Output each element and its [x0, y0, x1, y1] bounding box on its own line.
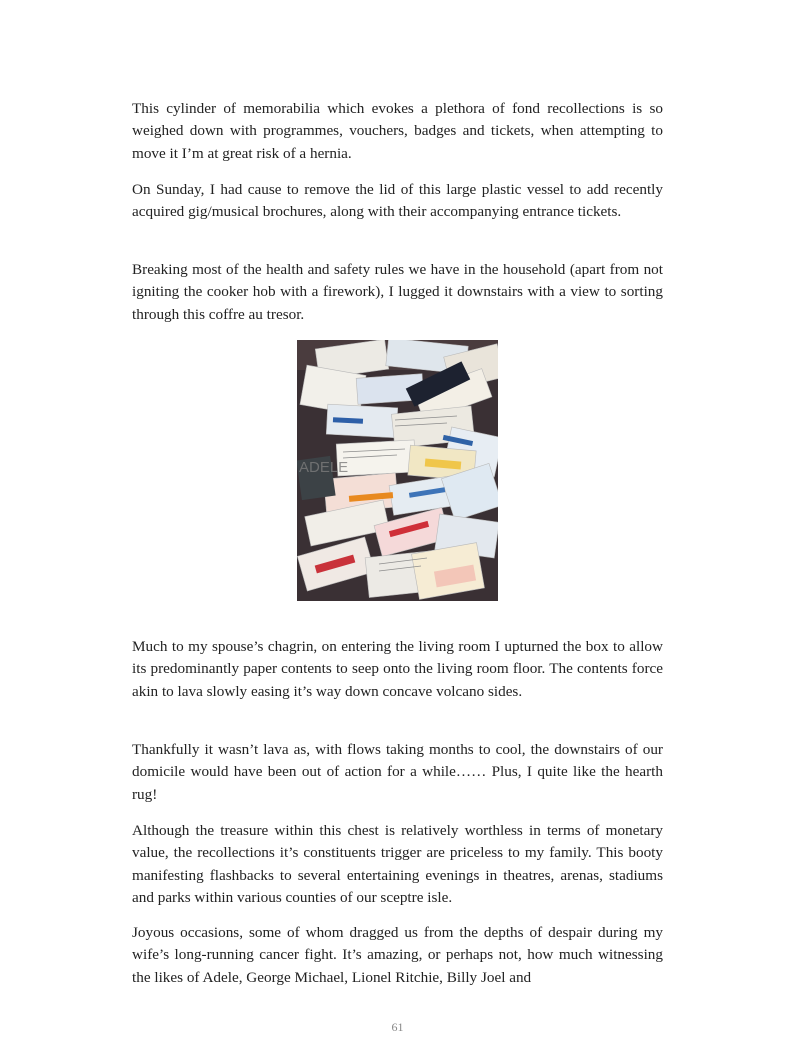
page-number: 61: [391, 1020, 404, 1034]
paragraph-5: Thankfully it wasn’t lava as, with flows taking months to cool, the downstairs of our domicile would have been out of action for a while…… Plus, I quite like the hearth rug!: [132, 741, 663, 803]
paragraph-6: Although the treasure within this chest is relatively worthless in terms of monetary value, the recollections it’s constituents trigger are priceless to my family. This booty manifesting flashbacks to several entertaining evenings in theatres, arenas, stadiums and parks within various counties of our sceptre isle.: [132, 822, 663, 907]
adele-ticket-text: ADELE: [299, 459, 349, 476]
ticket-pile-photo: [297, 340, 498, 601]
paragraph-2: On Sunday, I had cause to remove the lid of this large plastic vessel to add recently acquired gig/musical brochures, along with their accompanying entrance tickets.: [132, 181, 663, 221]
paragraph-7: Joyous occasions, some of whom dragged us from the depths of despair during my wife’s long-running cancer fight. It’s amazing, or perhaps not, how much witnessing the likes of Adele, George Michael, Lionel Ritchie, Billy Joel and: [132, 924, 663, 986]
paragraph-4: Much to my spouse’s chagrin, on entering the living room I upturned the box to allow its predominantly paper contents to seep onto the living room floor. The contents force akin to lava slowly easing it’s way down concave volcano sides.: [132, 638, 663, 700]
paragraph-1: This cylinder of memorabilia which evokes a plethora of fond recollections is so weighed down with programmes, vouchers, badges and tickets, when attempting to move it I’m at great risk of a hernia.: [132, 100, 663, 162]
paragraph-3: Breaking most of the health and safety rules we have in the household (apart from not igniting the cooker hob with a firework), I lugged it downstairs with a view to sorting through this coffre au tresor.: [132, 261, 663, 323]
